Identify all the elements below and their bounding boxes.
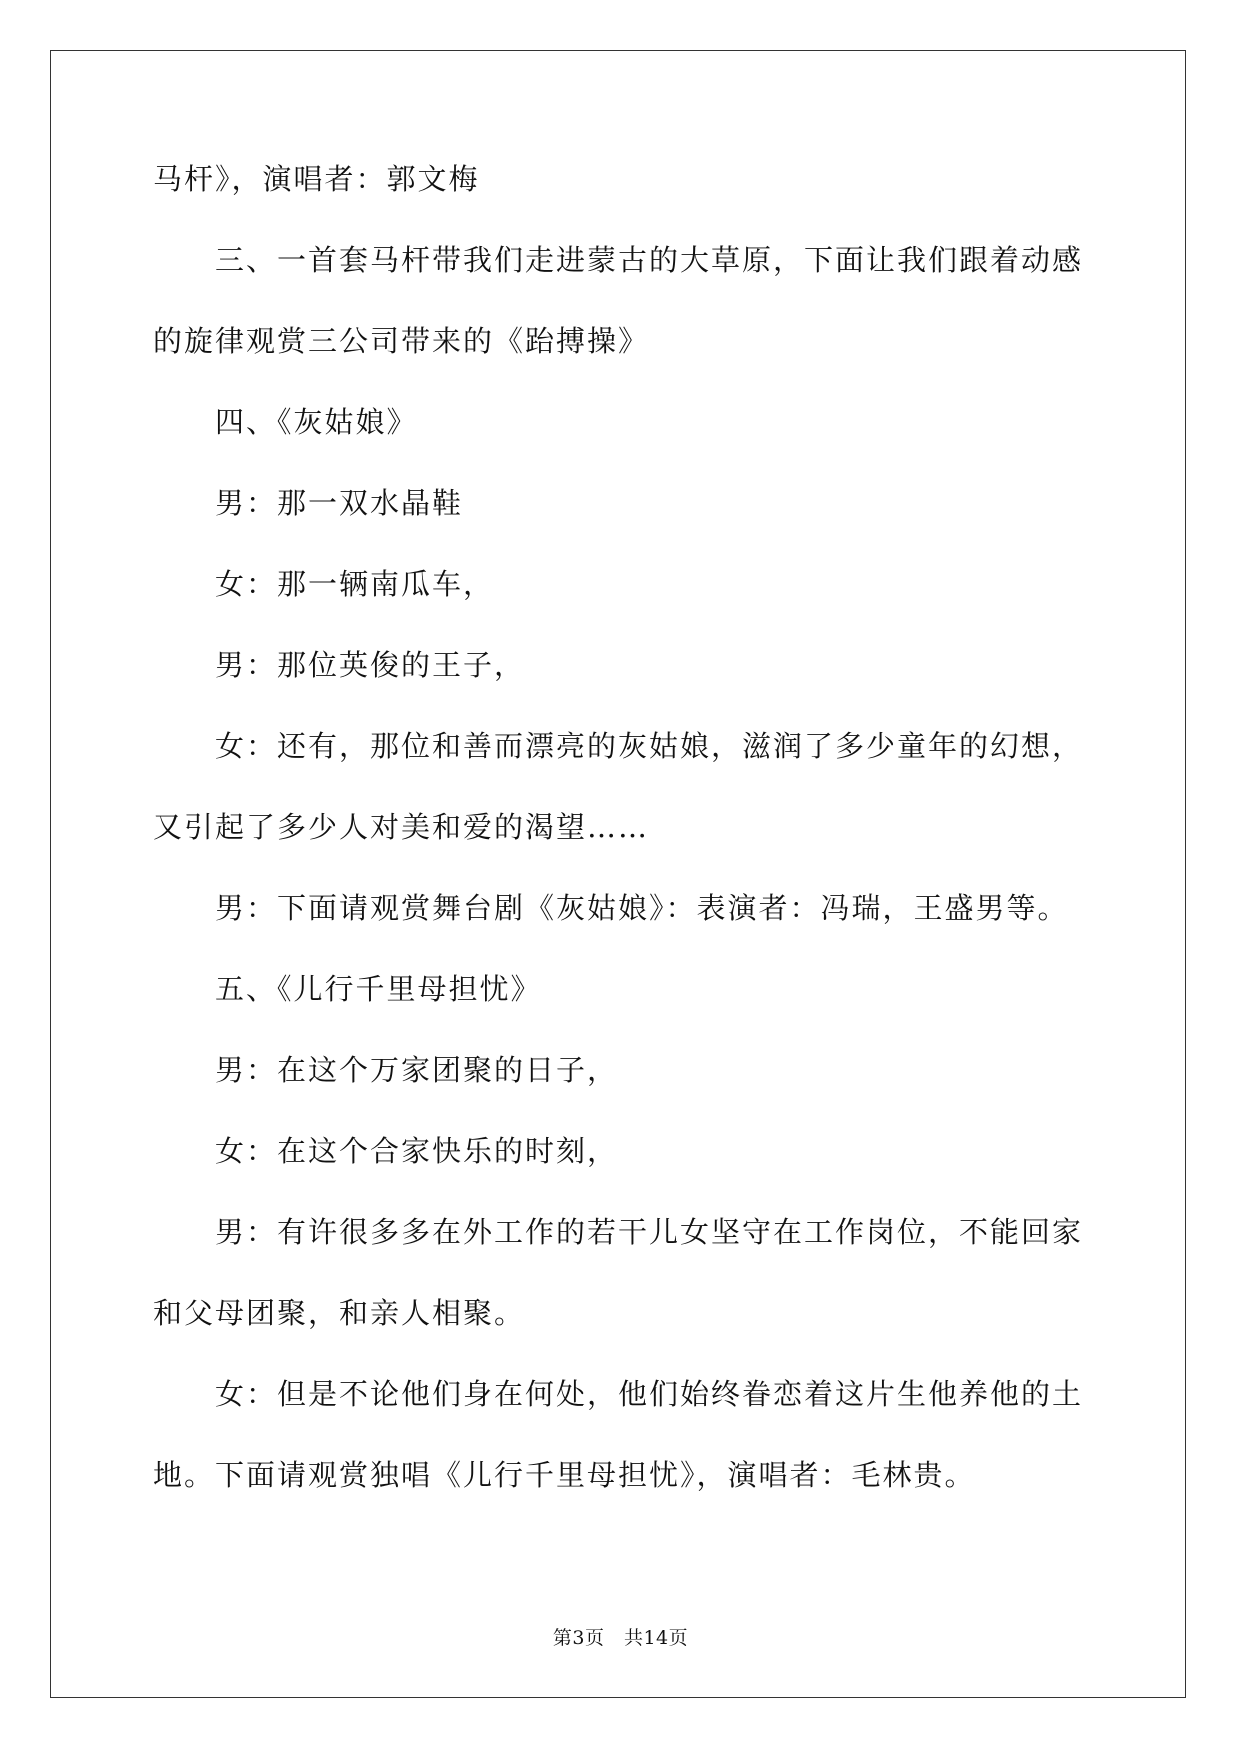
- text-line: 女：还有，那位和善而漂亮的灰姑娘，滋润了多少童年的幻想，: [215, 729, 1084, 763]
- text-line: 男：在这个万家团聚的日子，: [215, 1053, 619, 1087]
- document-body: [153, 163, 1093, 1540]
- text-line: 三、一首套马杆带我们走进蒙古的大草原，下面让我们跟着动感: [215, 243, 1084, 277]
- text-line: 马杆》，演唱者：郭文梅: [153, 162, 480, 196]
- text-line: 地。下面请观赏独唱《儿行千里母担忧》，演唱者：毛林贵。: [153, 1458, 976, 1492]
- text-line: 女：但是不论他们身在何处，他们始终眷恋着这片生他养他的土: [215, 1377, 1084, 1411]
- section-heading: 五、《儿行千里母担忧》: [215, 972, 542, 1006]
- text-line: 和父母团聚，和亲人相聚。: [153, 1296, 526, 1330]
- page-number: 第3页 共14页: [552, 1627, 689, 1649]
- text-line: 男：下面请观赏舞台剧《灰姑娘》：表演者：冯瑞，王盛男等。: [215, 891, 1069, 925]
- text-line: 的旋律观赏三公司带来的《跆搏操》: [153, 324, 650, 358]
- text-line: 男：那位英俊的王子，: [215, 648, 526, 682]
- section-heading: 四、《灰姑娘》: [215, 405, 418, 439]
- text-line: 女：在这个合家快乐的时刻，: [215, 1134, 619, 1168]
- text-line: 男：有许很多多在外工作的若干儿女坚守在工作岗位，不能回家: [215, 1215, 1084, 1249]
- text-line: 女：那一辆南瓜车，: [215, 567, 495, 601]
- text-line: 男：那一双水晶鞋: [215, 486, 464, 520]
- text-line: 又引起了多少人对美和爱的渴望……: [153, 810, 650, 844]
